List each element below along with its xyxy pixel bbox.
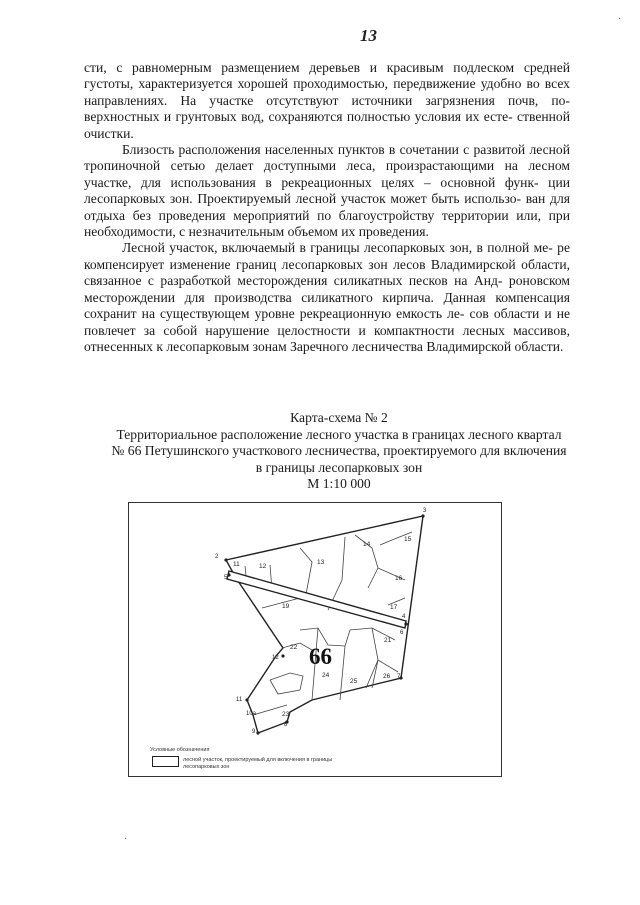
point-label: 3 (423, 508, 427, 514)
stand-label: 13 (317, 559, 325, 566)
text-line: всех направлениях. На участке отсутствуют источники загрязнения почв, по- (84, 76, 570, 108)
legend-title: Условные обозначения (150, 747, 210, 753)
text-line: Близость расположения населенных пунктов в сочетании с развитой (122, 142, 526, 158)
map-title: Карта-схема № 2 (290, 410, 388, 425)
legend-swatch (152, 756, 179, 767)
point-label: 2 (215, 554, 219, 560)
stand-label: 23 (282, 711, 290, 718)
proposed-plot-strip (227, 571, 406, 628)
point-label: 10а (246, 711, 257, 717)
point-dot (404, 622, 407, 625)
point-label: 9 (252, 729, 256, 735)
point-label: 11 (236, 697, 243, 703)
scan-artifact: · (124, 834, 128, 845)
point-dot (227, 573, 230, 576)
stand-label: 26 (383, 673, 391, 680)
text-line: роновском месторождении для производства силикатного кирпича. Данная (84, 273, 570, 305)
text-line: Владимирской области. (426, 338, 564, 354)
text-line: области, связанное с разработкой месторождения силикатных песков на Анд- (84, 256, 570, 289)
scan-artifact: · (618, 14, 622, 25)
point-dot (256, 731, 259, 734)
point-dot (281, 654, 284, 657)
text-line: компенсация сохранит на существующем уровне рекреационную емкость ле- (84, 289, 570, 322)
legend-entry (183, 757, 383, 771)
text-line: верхностных и грунтовых вод, сохраняются полностью условия их есте- (84, 109, 513, 125)
stand-label: 22 (290, 644, 298, 651)
point-dot (245, 698, 248, 701)
text-line: лесной тропиночной сетью делает доступными леса, произрастающими на (84, 142, 570, 174)
stand-label: 25 (350, 678, 358, 685)
stand-label: 16 (395, 575, 403, 582)
legend-entry-line: лесопарковых зон (183, 764, 230, 770)
point-label: 12 (272, 655, 279, 661)
text-line: густоты, характеризуется хорошей проходимостью, передвижение удобно во (84, 76, 540, 92)
stand-label: 21 (384, 637, 392, 644)
map-caption-line: № 66 Петушинского участкового лесничества, проектируемого для включения (111, 443, 567, 459)
point-dot (421, 514, 424, 517)
stand-label: 17 (390, 604, 398, 611)
map-caption-line: в границы лесопарковых зон (255, 459, 423, 475)
text-line: Лесной участок, включаемый в границы лесопарковых зон, в полной ме- (122, 240, 553, 256)
stand-label: 24 (322, 672, 330, 679)
text-line: ственной очистки. (84, 109, 570, 141)
map-scale: М 1:10 000 (307, 476, 371, 492)
point-label: 4 (402, 614, 406, 620)
point-label: 5 (224, 575, 228, 581)
stand-label: 19 (282, 603, 290, 610)
text-line: или, при необходимости, с незначительным объемом их проведения. (84, 207, 570, 240)
text-line: лесном участке, для использования в рекреационных целях – основной функ- (84, 158, 570, 190)
text-line: лесных массивов, отнесенных к лесопарковым зонам Заречного лесничества (84, 322, 570, 354)
stand-label: 11 (233, 561, 240, 568)
legend-entry-line: лесной участок, проектируемый для включения в границы (183, 757, 333, 763)
map-caption-line: Территориальное расположение лесного участка в границах лесного квартал (116, 426, 562, 442)
text-line: ции лесопарковых зон. Проектируемый лесной участок может быть использо- (84, 174, 570, 207)
point-dot (224, 558, 227, 561)
text-line: сов области и не повлечет за собой нарушение целостности и компактности (84, 306, 571, 338)
point-label: 8 (284, 722, 288, 728)
text-line: ван для отдыха без проведения мероприятий по благоустройству территории (84, 191, 570, 223)
stand-label: 12 (259, 563, 267, 570)
stand-label: 14 (363, 541, 371, 548)
text-line: сти, с равномерным размещением деревьев и красивым подлеском средней (84, 60, 570, 75)
point-label: 7 (397, 674, 401, 680)
stand-label: 15 (404, 536, 412, 543)
point-label: 6 (400, 630, 404, 636)
page-number: 13 (360, 26, 377, 45)
quarter-number: 66 (309, 644, 332, 669)
text-line: ре компенсирует изменение границ лесопарковых зон лесов Владимирской (84, 240, 570, 272)
